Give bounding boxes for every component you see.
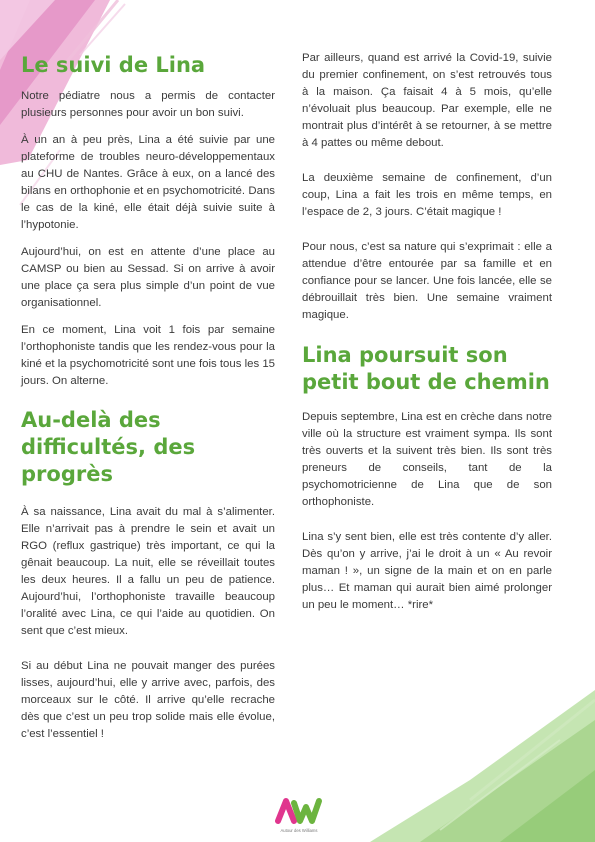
- right-column: [302, 50, 552, 624]
- paragraph: Par ailleurs, quand est arrivé la Covid-19, suivie du premier confinement, on s’est retrouvés tous à la maison. Ça faisait 4 à 5 mois, qu’elle n’évoluait plus beaucoup. Par exemple, elle ne montrait plus d’intérêt à se retourner, à se mettre à 4 pattes ou même debout.: [302, 52, 552, 149]
- section-heading-progres: Au-delà des difficultés, des progrès: [21, 407, 196, 486]
- logo-caption: Autour des Williams: [280, 828, 318, 833]
- paragraph: Pour nous, c’est sa nature qui s’exprimait : elle a attendue d’être entourée par sa famille et en confiance pour se lancer. Une fois lancée, elle se débrouillait très bien. Une semaine vraiment magique.: [302, 241, 552, 321]
- paragraph: À un an à peu près, Lina a été suivie par une plateforme de troubles neuro-développementaux au CHU de Nantes. Grâce à eux, on a lancé des bilans en orthophonie et en psychomotricité. Dans le cas de la kiné, elle était déjà suivie suite à l’hypotonie.: [21, 133, 275, 231]
- paragraph: La deuxième semaine de confinement, d’un coup, Lina a fait les trois en même temps, en l’espace de 2, 3 jours. C’était magique !: [302, 172, 552, 218]
- paragraph: Depuis septembre, Lina est en crèche dans notre ville où la structure est vraiment sympa. Ils sont très ouverts et la suivent très bien. Ils sont très preneurs de conseils, tant de la psychomotricienne de Lina que de son orthophoniste.: [302, 410, 552, 508]
- paragraph: En ce moment, Lina voit 1 fois par semaine l’orthophoniste tandis que les rendez-vous pour la kiné et la psychomotricité sont une fois tous les 15 jours. On alterne.: [21, 323, 275, 387]
- green-brush-stroke: [370, 690, 595, 842]
- section-heading-suivi: Le suivi de Lina: [21, 53, 206, 77]
- section-heading-chemin: Lina poursuit son petit bout de chemin: [302, 343, 550, 394]
- left-column: [21, 50, 275, 753]
- paragraph: Si au début Lina ne pouvait manger des purées lisses, aujourd’hui, elle y arrive avec, parfois, des morceaux sur le côté. Il arrive qu’elle recrache dès que c’est un peu trop solide mais elle évolue, c’est l’essentiel !: [21, 659, 275, 740]
- paragraph: À sa naissance, Lina avait du mal à s’alimenter. Elle n’arrivait pas à prendre le sein et avait un RGO (reflux gastrique) très important, ce qui la gênait beaucoup. La nuit, elle se réveillait toutes les deux heures. Il a fallu un peu de patience. Aujourd’hui, l’orthophoniste travaille beaucoup l’oralité avec Lina, ce qui l’aide au quotidien. On sent que c’est mieux.: [21, 505, 275, 637]
- paragraph: Notre pédiatre nous a permis de contacter plusieurs personnes pour avoir un bon suivi.: [21, 89, 275, 119]
- aw-logo-icon: [275, 795, 323, 835]
- paragraph: Lina s’y sent bien, elle est très contente d’y aller. Dès qu’on y arrive, j’ai le droit à un « Au revoir maman ! », un signe de la main et on en parle plus… Et maman qui aurait bien aimé prolonger un peu le moment… *rire*: [302, 530, 552, 611]
- paragraph: Aujourd’hui, on est en attente d’une place au CAMSP ou bien au Sessad. Si on arrive à avoir une place ça sera plus simple d’un point de vue organisationnel.: [21, 245, 275, 309]
